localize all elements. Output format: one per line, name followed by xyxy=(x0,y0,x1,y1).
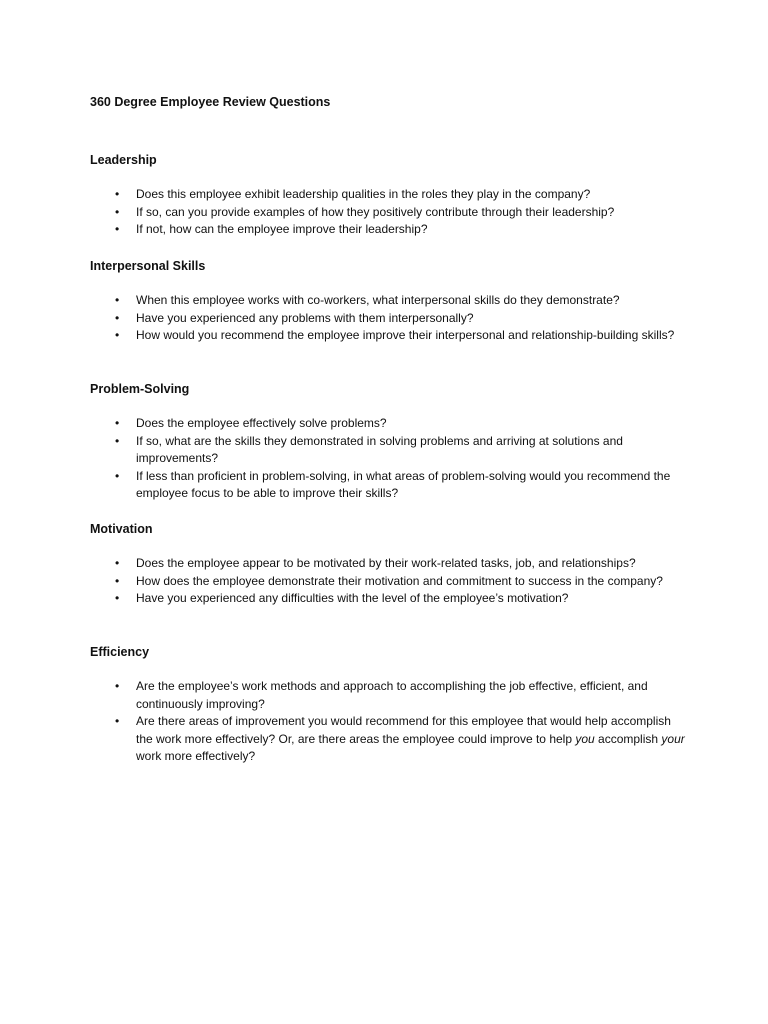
bullet-icon: • xyxy=(115,468,120,483)
bullet-icon: • xyxy=(115,591,120,605)
list-item xyxy=(90,310,690,328)
list-item-text: When this employee works with co-workers, what interpersonal skills do they demonstrate? xyxy=(136,293,620,307)
list-item-text: Does this employee exhibit leadership qualities in the roles they play in the company? xyxy=(136,187,591,201)
list-item-text: Does the employee appear to be motivated by their work-related tasks, job, and relationships? xyxy=(136,556,636,570)
bullet-list xyxy=(90,186,690,239)
list-item-text: If so, can you provide examples of how they positively contribute through their leadership? xyxy=(136,204,615,219)
bullet-icon: • xyxy=(115,204,120,219)
list-item xyxy=(90,573,690,591)
list-item-text: If not, how can the employee improve their leadership? xyxy=(136,222,428,236)
bullet-list xyxy=(90,555,690,608)
bullet-icon: • xyxy=(115,573,120,588)
section-heading: Motivation xyxy=(90,522,153,536)
list-item-text-part: accomplish xyxy=(594,731,662,746)
list-item-text: Have you experienced any problems with them interpersonally? xyxy=(136,310,474,325)
list-item xyxy=(90,713,690,766)
list-item-text xyxy=(136,714,685,763)
emphasis-you: you xyxy=(575,731,595,746)
bullet-list xyxy=(90,678,690,766)
bullet-list xyxy=(90,415,690,503)
bullet-list xyxy=(90,292,690,345)
list-item xyxy=(90,415,690,433)
section-leadership xyxy=(90,151,690,239)
section-heading: Efficiency xyxy=(90,645,150,659)
list-item-text: If less than proficient in problem-solving, in what areas of problem-solving would you recommend the employee focus to be able to improve their skills? xyxy=(136,468,671,500)
list-item xyxy=(90,292,690,310)
list-item-text: Does the employee effectively solve problems? xyxy=(136,416,387,430)
bullet-icon: • xyxy=(115,679,120,693)
list-item-text-part: work more effectively? xyxy=(136,749,256,763)
list-item xyxy=(90,327,690,345)
bullet-icon: • xyxy=(115,556,120,570)
section-heading: Interpersonal Skills xyxy=(90,259,206,273)
bullet-icon: • xyxy=(115,416,120,430)
document-title: 360 Degree Employee Review Questions xyxy=(90,95,331,109)
list-item xyxy=(90,204,690,222)
list-item-text: How does the employee demonstrate their motivation and commitment to success in the company? xyxy=(136,573,663,588)
section-heading: Problem-Solving xyxy=(90,382,190,396)
bullet-icon: • xyxy=(115,328,120,342)
list-item-text: How would you recommend the employee improve their interpersonal and relationship-building skills? xyxy=(136,328,675,342)
section-motivation xyxy=(90,520,690,608)
bullet-icon: • xyxy=(115,310,120,325)
emphasis-your: your xyxy=(661,731,685,746)
list-item-text: Have you experienced any difficulties with the level of the employee’s motivation? xyxy=(136,591,569,605)
list-item-text: Are the employee’s work methods and approach to accomplishing the job effective, efficient, and continuously improving? xyxy=(136,679,648,711)
list-item-text-part: Are there areas of improvement you would recommend for this employee that would help accomplish the work more effectively? Or, are there areas the employee could improve to help xyxy=(136,714,671,746)
list-item xyxy=(90,186,690,204)
bullet-icon: • xyxy=(115,293,120,307)
section-interpersonal-skills xyxy=(90,257,690,345)
bullet-icon: • xyxy=(115,433,120,448)
section-heading: Leadership xyxy=(90,153,157,167)
section-efficiency xyxy=(90,643,690,766)
list-item xyxy=(90,555,690,573)
list-item xyxy=(90,221,690,239)
bullet-icon: • xyxy=(115,714,120,728)
bullet-icon: • xyxy=(115,222,120,236)
list-item xyxy=(90,678,690,713)
section-problem-solving xyxy=(90,380,690,503)
bullet-icon: • xyxy=(115,187,120,201)
list-item-text: If so, what are the skills they demonstrated in solving problems and arriving at solutions and improvements? xyxy=(136,433,623,465)
list-item xyxy=(90,590,690,608)
list-item xyxy=(90,433,690,468)
list-item xyxy=(90,468,690,503)
